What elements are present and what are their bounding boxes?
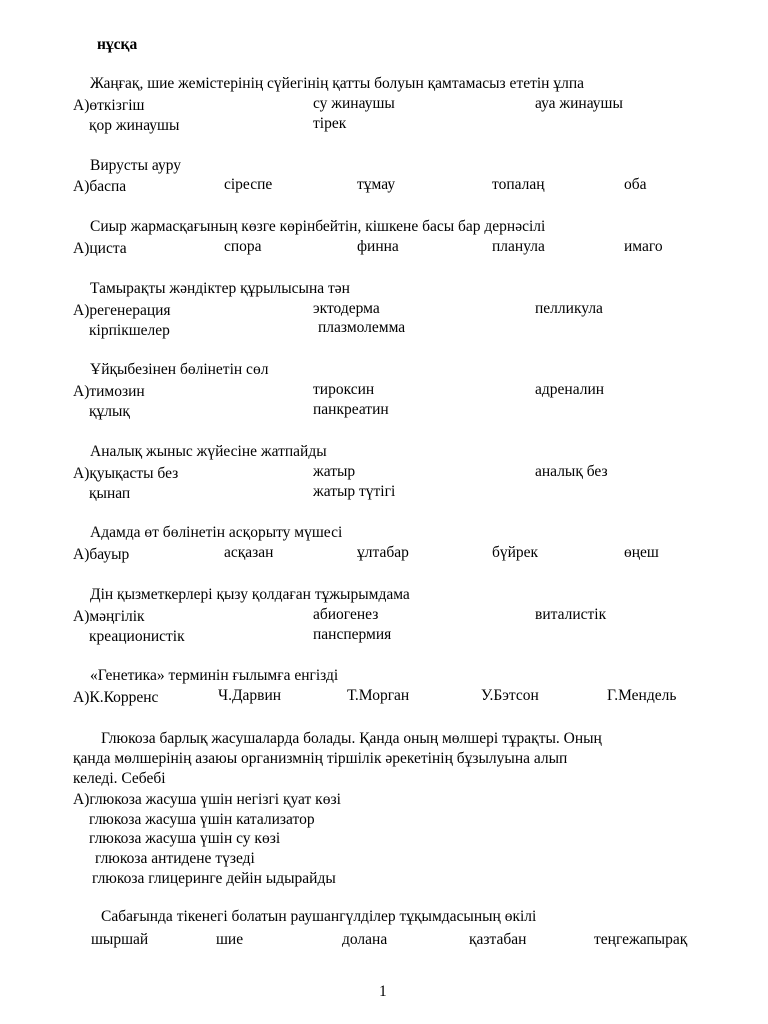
option-d: қор жинаушы — [89, 117, 180, 134]
option-e: имаго — [624, 238, 663, 255]
option-e: өңеш — [624, 544, 659, 561]
option-e: теңгежапырақ — [594, 931, 688, 948]
option-d: топалаң — [492, 176, 545, 193]
option-d: креационистік — [89, 628, 185, 645]
option-e: Г.Мендель — [607, 687, 677, 704]
option-d: бүйрек — [492, 544, 539, 561]
question-text: «Генетика» терминін ғылымға енгізді — [90, 667, 339, 684]
option-b: шие — [216, 931, 244, 948]
page-title: нұсқа — [97, 36, 138, 53]
option-a: А)К.Корренс — [73, 689, 159, 706]
option-b: Ч.Дарвин — [218, 687, 282, 704]
question-text: Жаңғақ, шие жемістерінің сүйегінің қатты болуын қамтамасыз ететін ұлпа — [90, 75, 585, 92]
question-text: Дін қызметкерлері қызу қолдаған тұжырымдама — [90, 586, 410, 603]
question-text: Сабағында тікенегі болатын раушангүлділер тұқымдасының өкілі — [101, 908, 537, 925]
question-text-line: келеді. Себебі — [73, 770, 166, 787]
option-b: спора — [224, 238, 262, 255]
option-b: сіреспе — [224, 176, 273, 193]
option-a: А)қуықасты без — [73, 465, 179, 482]
option-e: оба — [624, 176, 647, 193]
option-a: А)өткізгіш — [73, 97, 145, 114]
option-c: ұлтабар — [357, 544, 409, 561]
option-e: жатыр түтігі — [313, 483, 396, 500]
question-text: Сиыр жармасқағының көзге көрінбейтін, кішкене басы бар дернәсілі — [90, 218, 546, 235]
option-a: А)регенерация — [73, 302, 171, 319]
option-a: А)мәңгілік — [73, 608, 145, 625]
option-c: пелликула — [535, 300, 603, 317]
option-c: аналық без — [535, 463, 608, 480]
option-a: А)баспа — [73, 178, 127, 195]
option-a: шыршай — [91, 931, 149, 948]
option-d: қынап — [89, 485, 131, 502]
option-c: финна — [357, 238, 399, 255]
option-d: құлық — [89, 403, 130, 420]
option-b: су жинаушы — [313, 95, 395, 112]
option-b: асқазан — [224, 544, 274, 561]
question-text: Ұйқыбезінен бөлінетін сөл — [90, 361, 269, 378]
option-a: А)бауыр — [73, 546, 130, 563]
option-b: абиогенез — [313, 606, 379, 623]
option-e: тірек — [313, 115, 347, 132]
option-c: Т.Морган — [347, 687, 410, 704]
option-d: кірпікшелер — [89, 322, 170, 339]
option-d: глюкоза антидене түзеді — [95, 850, 255, 867]
option-c: тұмау — [357, 176, 396, 193]
option-e: глюкоза глицеринге дейін ыдырайды — [92, 870, 336, 887]
question-text: Аналық жыныс жүйесіне жатпайды — [90, 443, 327, 460]
option-b: глюкоза жасуша үшін катализатор — [89, 811, 315, 828]
option-c: ауа жинаушы — [535, 95, 623, 112]
question-text: Тамырақты жәндіктер құрылысына тән — [90, 280, 350, 297]
option-a: А)циста — [73, 240, 127, 257]
option-e: плазмолемма — [318, 319, 406, 336]
option-d: қазтабан — [469, 931, 527, 948]
option-c: виталистік — [535, 606, 607, 623]
option-b: тироксин — [313, 381, 375, 398]
option-c: долана — [342, 931, 388, 948]
option-c: глюкоза жасуша үшін су көзі — [89, 830, 281, 847]
option-d: У.Бэтсон — [481, 687, 539, 704]
option-d: планула — [492, 238, 545, 255]
option-b: эктодерма — [313, 300, 380, 317]
option-c: адреналин — [535, 381, 605, 398]
question-text-line: Глюкоза барлық жасушаларда болады. Қанда оның мөлшері тұрақты. Оның — [101, 730, 602, 747]
option-e: панспермия — [313, 626, 392, 643]
question-text-line: қанда мөлшерінің азаюы организмнің тіршілік әрекетінің бұзылуына алып — [73, 750, 568, 767]
page-number: 1 — [379, 983, 387, 1000]
option-a: А)тимозин — [73, 383, 145, 400]
question-text: Адамда өт бөлінетін асқорыту мүшесі — [90, 524, 343, 541]
option-e: панкреатин — [313, 401, 389, 418]
option-a: А)глюкоза жасуша үшін негізгі қуат көзі — [73, 791, 341, 808]
question-text: Вирусты ауру — [90, 157, 182, 174]
option-b: жатыр — [313, 463, 356, 480]
